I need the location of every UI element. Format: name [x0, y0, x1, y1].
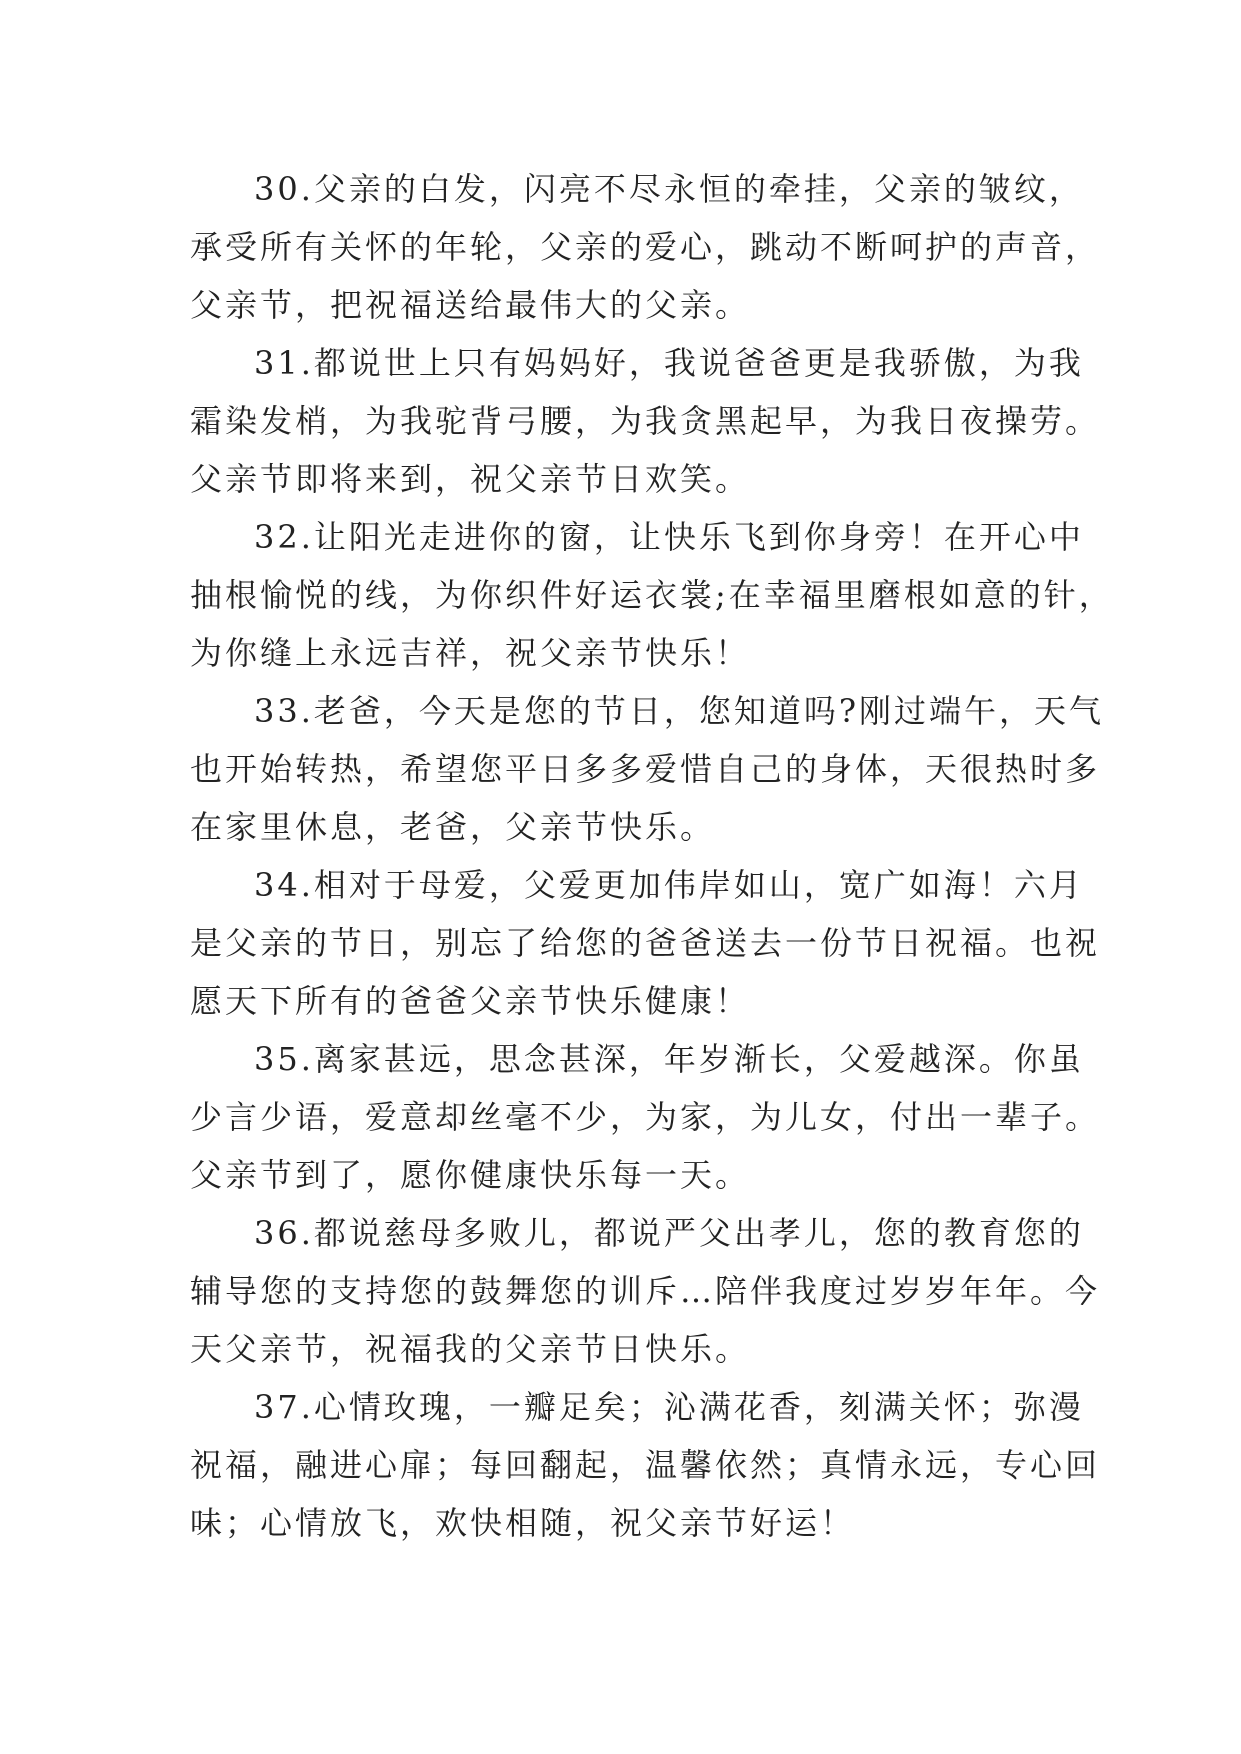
- paragraph-30-line-3: 父亲节，把祝福送给最伟大的父亲。: [190, 286, 751, 324]
- paragraph-33-line-2: 也开始转热，希望您平日多多爱惜自己的身体，天很热时多: [190, 750, 1101, 788]
- paragraph-35-line-3: 父亲节到了，愿你健康快乐每一天。: [190, 1156, 751, 1194]
- paragraph-36-line-3: 天父亲节，祝福我的父亲节日快乐。: [190, 1330, 751, 1368]
- paragraph-35-line-2: 少言少语，爱意却丝毫不少，为家，为儿女，付出一辈子。: [190, 1098, 1101, 1136]
- paragraph-32-line-2: 抽根愉悦的线，为你织件好运衣裳;在幸福里磨根如意的针，: [190, 576, 1114, 614]
- paragraph-31-line-1: 31.都说世上只有妈妈好，我说爸爸更是我骄傲，为我: [254, 344, 1084, 382]
- paragraph-35-line-1: 35.离家甚远，思念甚深，年岁渐长，父爱越深。你虽: [254, 1040, 1084, 1078]
- paragraph-37-line-2: 祝福，融进心扉；每回翻起，温馨依然；真情永远，专心回: [190, 1446, 1101, 1484]
- paragraph-37-line-3: 味；心情放飞，欢快相随，祝父亲节好运！: [190, 1504, 856, 1542]
- paragraph-34-line-2: 是父亲的节日，别忘了给您的爸爸送去一份节日祝福。也祝: [190, 924, 1101, 962]
- paragraph-32-line-1: 32.让阳光走进你的窗，让快乐飞到你身旁！在开心中: [254, 518, 1084, 556]
- paragraph-34-line-3: 愿天下所有的爸爸父亲节快乐健康！: [190, 982, 751, 1020]
- paragraph-31-line-3: 父亲节即将来到，祝父亲节日欢笑。: [190, 460, 751, 498]
- paragraph-33-line-1: 33.老爸，今天是您的节日，您知道吗?刚过端午，天气: [254, 692, 1105, 730]
- paragraph-30-line-1: 30.父亲的白发，闪亮不尽永恒的牵挂，父亲的皱纹，: [254, 170, 1084, 208]
- paragraph-37-line-1: 37.心情玫瑰，一瓣足矣；沁满花香，刻满关怀；弥漫: [254, 1388, 1084, 1426]
- paragraph-30-line-2: 承受所有关怀的年轮，父亲的爱心，跳动不断呵护的声音，: [190, 228, 1101, 266]
- paragraph-32-line-3: 为你缝上永远吉祥，祝父亲节快乐！: [190, 634, 751, 672]
- paragraph-31-line-2: 霜染发梢，为我驼背弓腰，为我贪黑起早，为我日夜操劳。: [190, 402, 1101, 440]
- document-body: [190, 160, 1114, 1552]
- paragraph-36-line-1: 36.都说慈母多败儿，都说严父出孝儿，您的教育您的: [254, 1214, 1084, 1252]
- paragraph-34-line-1: 34.相对于母爱，父爱更加伟岸如山，宽广如海！六月: [254, 866, 1084, 904]
- paragraph-33-line-3: 在家里休息，老爸，父亲节快乐。: [190, 808, 716, 846]
- paragraph-36-line-2: 辅导您的支持您的鼓舞您的训斥…陪伴我度过岁岁年年。今: [190, 1272, 1101, 1310]
